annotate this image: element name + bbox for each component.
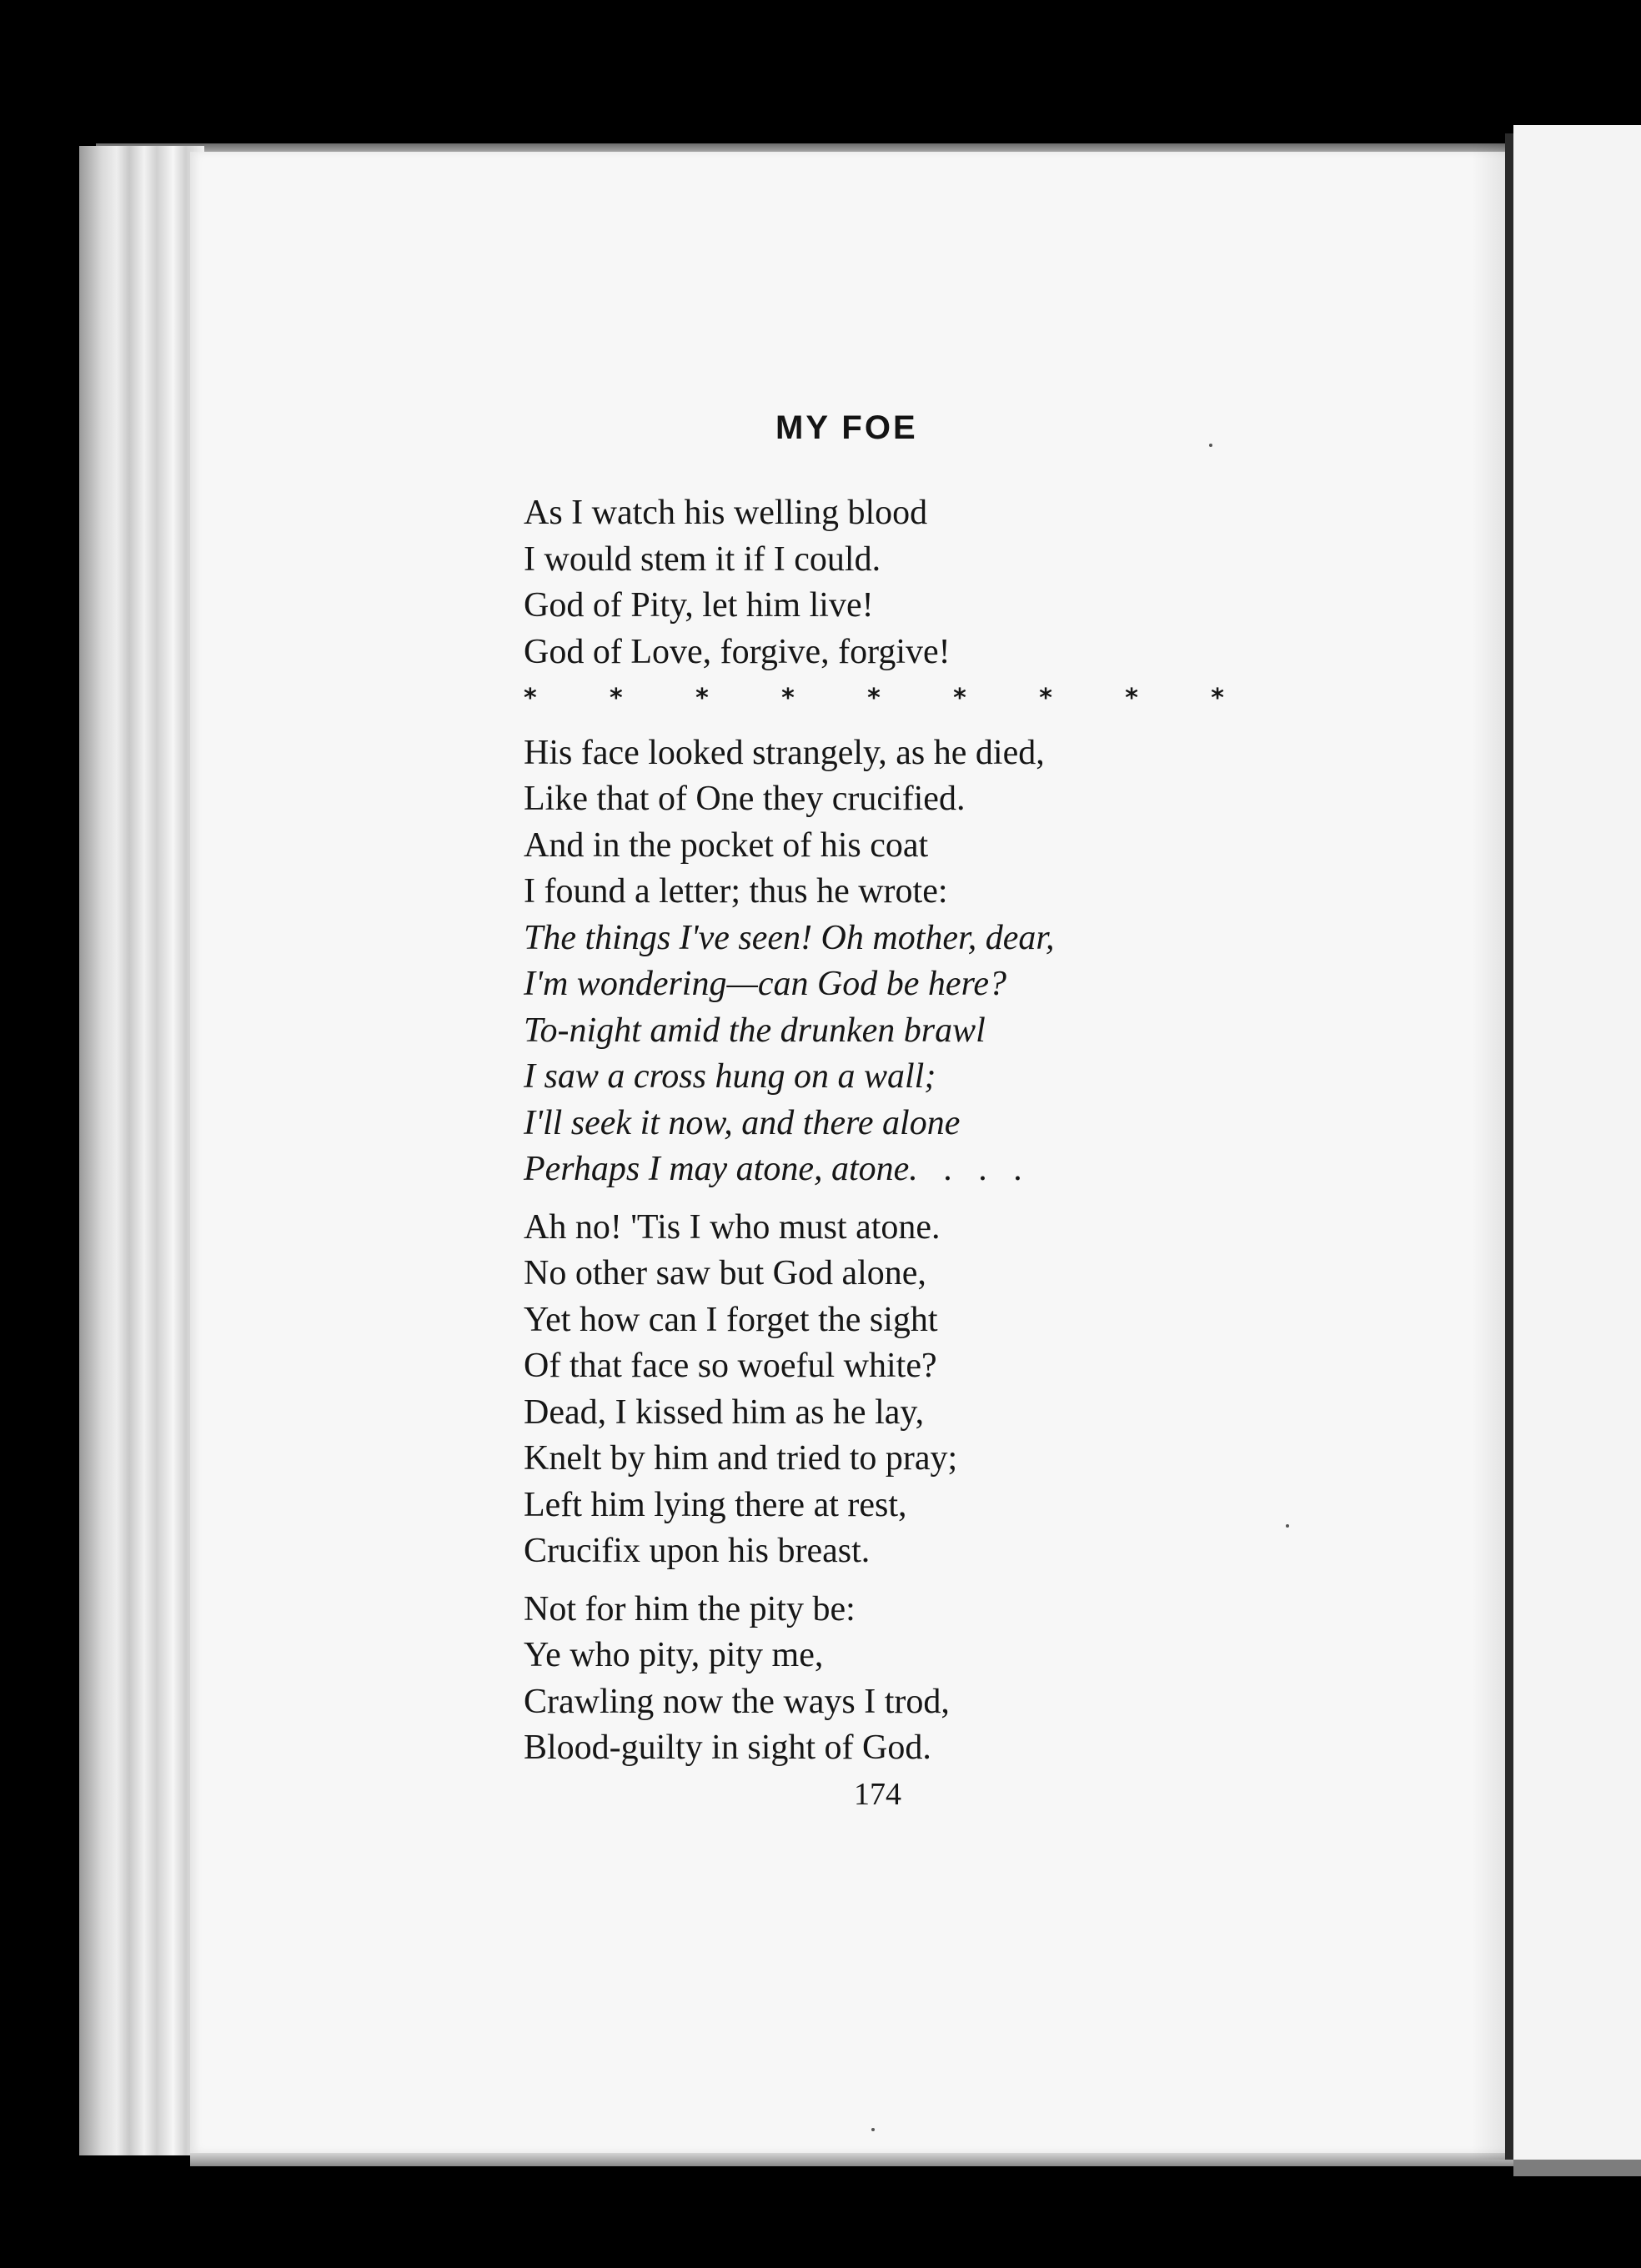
- asterisk: *: [695, 684, 709, 713]
- poem-line: Dead, I kissed him as he lay,: [524, 1392, 925, 1432]
- page-bottom-edge: [190, 2153, 1538, 2166]
- facing-page-bottom-edge: [1513, 2160, 1641, 2176]
- poem-line: Of that face so woeful white?: [524, 1347, 937, 1385]
- poem-body: [524, 490, 1274, 1772]
- gutter-shadow: [1472, 142, 1505, 2160]
- stanza-gap: [524, 1575, 1274, 1587]
- letter-stanza: [524, 916, 1274, 1193]
- poem-line: Left him lying there at rest,: [524, 1485, 907, 1524]
- page-number: 174: [854, 1777, 901, 1812]
- page-stack-edges: [79, 146, 204, 2155]
- asterisk-separator: [524, 675, 1224, 722]
- asterisk: *: [781, 684, 795, 713]
- letter-line: To-night amid the drunken brawl: [524, 1011, 986, 1050]
- letter-line: The things I've seen! Oh mother, dear,: [524, 918, 1055, 957]
- poem-line: And in the pocket of his coat: [524, 825, 929, 865]
- asterisk: *: [1039, 684, 1052, 713]
- asterisk: *: [524, 684, 537, 713]
- book-gutter: [1505, 133, 1513, 2160]
- paper-speck: [1286, 1524, 1289, 1528]
- stanza-4: [524, 1587, 1274, 1772]
- poem-line: God of Love, forgive, forgive!: [524, 632, 951, 671]
- facing-page-edge: [1513, 125, 1641, 2160]
- poem-line: I would stem it if I could.: [524, 539, 881, 579]
- poem-line: Ah no! 'Tis I who must atone.: [524, 1207, 941, 1247]
- paper-speck: [871, 2128, 875, 2131]
- paper-speck: [1209, 444, 1212, 447]
- asterisk: *: [1211, 684, 1224, 713]
- stanza-gap: [524, 722, 1274, 730]
- letter-line: I saw a cross hung on a wall;: [524, 1057, 936, 1096]
- poem-line: Yet how can I forget the sight: [524, 1300, 938, 1339]
- stanza-1: [524, 490, 1274, 675]
- letter-line: Perhaps I may atone, atone. . . .: [524, 1150, 1023, 1188]
- stanza-gap: [524, 1193, 1274, 1205]
- asterisk: *: [610, 684, 623, 713]
- asterisk: *: [953, 684, 966, 713]
- letter-line: I'll seek it now, and there alone: [524, 1103, 961, 1142]
- poem-title: MY FOE: [775, 409, 918, 446]
- poem-line: Crucifix upon his breast.: [524, 1532, 871, 1570]
- asterisk: *: [1125, 684, 1138, 713]
- poem-line: I found a letter; thus he wrote:: [524, 872, 948, 911]
- poem-line: As I watch his welling blood: [524, 494, 928, 532]
- poem-line: Crawling now the ways I trod,: [524, 1682, 950, 1721]
- asterisk: *: [867, 684, 881, 713]
- poem-line: Not for him the pity be:: [524, 1589, 856, 1628]
- poem-line: Like that of One they crucified.: [524, 780, 966, 818]
- poem-line: Knelt by him and tried to pray;: [524, 1439, 958, 1478]
- poem-line: No other saw but God alone,: [524, 1254, 926, 1292]
- stanza-2: [524, 730, 1274, 916]
- poem-line: His face looked strangely, as he died,: [524, 733, 1045, 772]
- poem-line: Blood-guilty in sight of God.: [524, 1729, 931, 1767]
- poem-line: Ye who pity, pity me,: [524, 1636, 824, 1674]
- letter-line: I'm wondering—can God be here?: [524, 965, 1006, 1003]
- poem-line: God of Pity, let him live!: [524, 586, 874, 625]
- stanza-3: [524, 1205, 1274, 1575]
